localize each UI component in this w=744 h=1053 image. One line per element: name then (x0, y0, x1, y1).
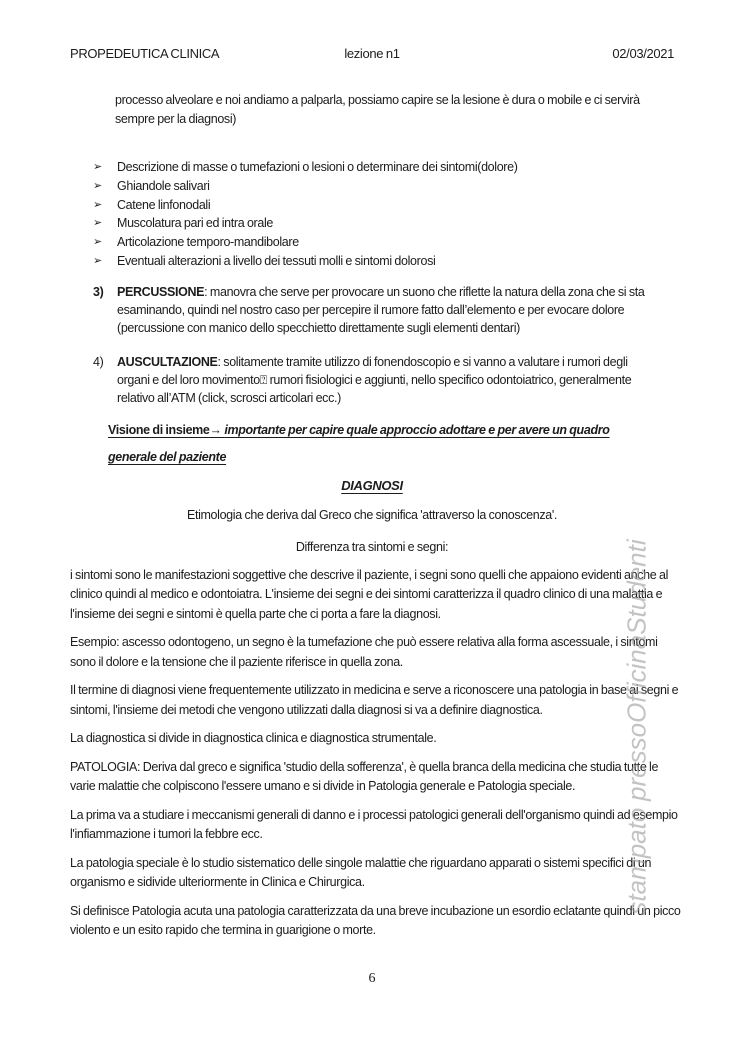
numbered-item-auscultazione (70, 353, 674, 407)
overview-text: importante per capire quale approccio adottare e per avere un quadro generale del paziente (108, 422, 610, 464)
arrow-bullet-icon: ➢ (93, 179, 102, 192)
list-item (93, 233, 674, 252)
paragraph-patologia-generale: La prima va a studiare i meccanismi generali di danno e i processi patologici generali dell'organismo quindi ad esempio l'infiammazione i tumori la febbre ecc. (70, 807, 678, 842)
list-item (93, 252, 674, 271)
list-item (93, 158, 674, 177)
paragraph-patologia-speciale: La patologia speciale è lo studio sistematico delle singole malattie che riguardano apparati o sistemi specifici di un organismo e sidivide ulteriormente in Clinica e Chirurgica. (70, 855, 652, 890)
list-item-text: Muscolatura pari ed intra orale (117, 216, 273, 231)
item-text: : solitamente tramite utilizzo di fonendoscopio e si vanno a valutare i rumori degli organi e del loro movimento⍰ rumori fisiologici e aggiunti, nello specifico odontoiatrico, generalmente relativo all’ATM (click, scrosci articolari ecc.) (117, 354, 632, 405)
header-date: 02/03/2021 (612, 46, 674, 61)
watermark-text: stampato pressoOfficinaStudenti (621, 539, 652, 915)
arrow-bullet-icon: ➢ (93, 161, 102, 173)
header-lesson-number: lezione n1 (344, 46, 400, 61)
item-text: : manovra che serve per provocare un suono che riflette la natura della zona che si sta esaminando, quindi nel nostro caso per percepire il rumore fatto dall’elemento e per evocare dolore (percussione con manico dello specchietto direttamente sugli elementi dentari) (117, 284, 645, 335)
arrow-bullet-icon: ➢ (93, 254, 102, 267)
arrow-right-icon: → (209, 422, 225, 437)
paragraph-patologia-definition: PATOLOGIA: Deriva dal greco e significa 'studio della sofferenza', è quella branca della medicina che studia tutte le varie malattie che colpiscono l'essere umano e si divide in Patologia generale e Patologia speciale. (70, 759, 659, 794)
list-item (93, 196, 674, 215)
item-body (117, 283, 662, 337)
overview-statement (108, 417, 653, 471)
overview-label: Visione di insieme (108, 422, 210, 437)
paragraph-patologia-acuta: Si definisce Patologia acuta una patologia caratterizzata da una breve incubazione un esordio eclatante quindi un picco violento e un esito rapido che termina in guarigione o morte. (70, 903, 681, 938)
paragraph-diagnostics-division: La diagnostica si divide in diagnostica clinica e diagnostica strumentale. (70, 731, 437, 746)
arrow-bullet-icon: ➢ (93, 236, 102, 249)
numbered-item-percussione (70, 283, 674, 337)
item-number: 4) (93, 354, 104, 369)
item-term: PERCUSSIONE (117, 284, 205, 299)
list-item (93, 214, 674, 233)
list-item-text: Descrizione di masse o tumefazioni o lesioni o determinare dei sintomi(dolore) (117, 160, 518, 174)
item-number: 3) (93, 284, 104, 299)
intro-paragraph: processo alveolare e noi andiamo a palparla, possiamo capire se la lesione è dura o mobile e ci servirà sempre per la diagnosi) (115, 93, 640, 126)
section-title-diagnosi: DIAGNOSI (341, 477, 403, 493)
item-term: AUSCULTAZIONE (117, 354, 218, 369)
list-item-text: Articolazione temporo-mandibolare (117, 235, 299, 250)
arrow-bullet-icon: ➢ (93, 198, 102, 211)
list-item-text: Ghiandole salivari (117, 178, 210, 193)
page-number: 6 (368, 971, 376, 986)
paragraph-example-abscess: Esempio: ascesso odontogeno, un segno è la tumefazione che può essere relativa alla forma ascessuale, i sintomi sono il dolore e la tensione che il paziente riferisce in quella zona. (70, 635, 658, 669)
difference-heading: Differenza tra sintomi e segni: (295, 539, 449, 554)
list-item-text: Catene linfonodali (117, 197, 211, 212)
etymology-line: Etimologia che deriva dal Greco che significa 'attraverso la conoscenza'. (186, 507, 558, 522)
item-body (117, 353, 662, 407)
paragraph-symptoms-signs: i sintomi sono le manifestazioni soggettive che descrive il paziente, i segni sono quelli che appaiono evidenti anche al clinico quindi al medico e odontoiatra. L'insieme dei segni e dei sintomi caratterizza il quadro clinico di una malattia e l'insieme dei segni e sintomi è quella parte che ci porta a fare la diagnosi. (70, 567, 669, 621)
list-item (93, 177, 674, 196)
bullet-list (93, 158, 674, 271)
header-course-title: PROPEDEUTICA CLINICA (70, 46, 220, 61)
list-item-text: Eventuali alterazioni a livello dei tessuti molli e sintomi dolorosi (117, 253, 436, 268)
paragraph-diagnosis-term: Il termine di diagnosi viene frequentemente utilizzato in medicina e serve a riconoscere una patologia in base ai segni e sintomi, l'insieme dei metodi che vengono utilizzati dalla diagnosi si va a definire diagnostica. (70, 683, 679, 717)
arrow-bullet-icon: ➢ (93, 217, 102, 230)
page-header (70, 46, 674, 61)
